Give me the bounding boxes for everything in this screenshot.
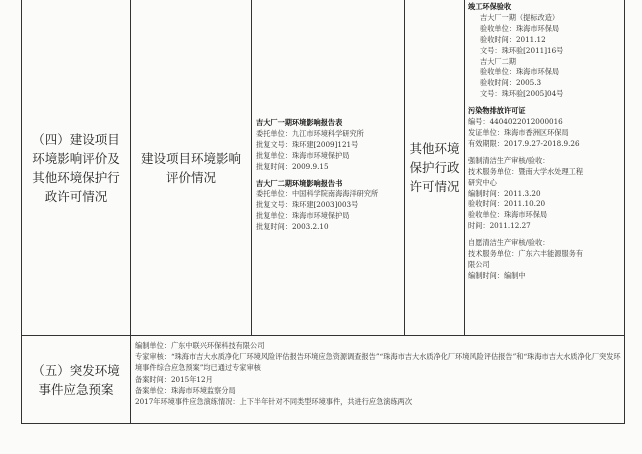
table-divider xyxy=(130,335,131,423)
clean-prod-line: 验收单位：珠海市环保局 xyxy=(468,210,548,220)
eia-1-line: 委托单位：九江市环境科学研究所 xyxy=(256,128,364,138)
eia-2-line: 批复单位：珠海市环境保护局 xyxy=(256,211,350,221)
section4-heading xyxy=(22,0,130,335)
clean-prod-line: 验收时间：2011.10.20 xyxy=(468,199,546,209)
clean-prod-line: 强制清洁生产审核/验收： xyxy=(468,155,550,165)
emergency-line: 2017年环境事件应急演练情况：上下半年针对不同类型环境事件，共进行应急演练两次 xyxy=(135,397,413,407)
clean-prod-line: 研究中心 xyxy=(468,177,497,187)
other-permits-label xyxy=(405,0,464,335)
info-table xyxy=(21,0,625,424)
permit-line: 编号：4404022012000016 xyxy=(468,117,563,127)
clean-prod-line: 时间：2011.12.27 xyxy=(468,221,531,231)
voluntary-line: 限公司 xyxy=(468,259,490,269)
table-divider xyxy=(464,0,465,335)
other-permits-label-text: 其他环境保护行政许可情况 xyxy=(409,141,460,194)
emergency-plan-details xyxy=(135,340,621,407)
page-bottom-margin xyxy=(0,425,642,454)
acceptance-line: 文号：珠环验[2011]16号 xyxy=(480,45,564,55)
clean-prod-line: 编制时间：2011.3.20 xyxy=(468,188,541,198)
acceptance-line: 验收单位：珠海市环保局 xyxy=(480,23,560,33)
section5-heading-text: （五）突发环境事件应急预案 xyxy=(32,363,120,397)
emergency-line: 专家审核：“珠海市吉大水质净化厂环境风险评估报告环境应急资源调查报告”“珠海市吉大水质净化厂环境风险评估报告”和“珠海市吉大水质净化厂突发环境事件综合应急预案”均已通过专家审核 xyxy=(135,352,621,373)
permit-line: 有效期限：2017.9.27-2018.9.26 xyxy=(468,138,580,148)
permit-line: 发证单位：珠海市香洲区环保局 xyxy=(468,127,569,137)
acceptance-group-name: 吉大厂一期（提标改造） xyxy=(480,12,560,22)
voluntary-line: 自愿清洁生产审核/验收： xyxy=(468,238,550,248)
emergency-line: 编制单位：广东中联兴环保科技有限公司 xyxy=(135,341,265,350)
clean-prod-line: 技术服务单位：暨南大学水处理工程 xyxy=(468,166,584,176)
eia-2-line: 批复时间：2003.2.10 xyxy=(256,222,329,232)
eia-2-title: 吉大厂二期环境影响报告书 xyxy=(256,178,343,188)
eia-1-line: 批复单位：珠海市环境保护局 xyxy=(256,150,350,160)
acceptance-line: 验收时间：2005.3 xyxy=(480,78,542,88)
section5-heading xyxy=(22,336,130,424)
voluntary-line: 编制时间：编制中 xyxy=(468,270,526,280)
acceptance-line: 验收时间：2011.12 xyxy=(480,34,546,44)
permits-details xyxy=(468,2,624,282)
acceptance-line: 验收单位：珠海市环保局 xyxy=(480,67,560,77)
acceptance-line: 文号：珠环验[2005]04号 xyxy=(480,89,564,99)
eia-2-line: 批复文号：珠环建[2003]003号 xyxy=(256,200,359,210)
eia-1-title: 吉大厂一期环境影响报告表 xyxy=(256,118,343,127)
eia-details xyxy=(256,118,402,233)
voluntary-line: 技术服务单位：广东六丰能源服务有 xyxy=(468,249,584,259)
eia-1-line: 批复时间：2009.9.15 xyxy=(256,161,329,171)
permit-title: 污染物排放许可证 xyxy=(468,106,526,116)
emergency-line: 备案时间：2015年12月 xyxy=(135,374,213,384)
eia-label-text: 建设项目环境影响评价情况 xyxy=(141,150,242,185)
eia-label xyxy=(131,0,251,335)
emergency-line: 备案单位：珠海市环境监察分局 xyxy=(135,385,236,395)
acceptance-group-name: 吉大厂二期 xyxy=(480,56,516,66)
eia-1-line: 批复文号：珠环建[2009]121号 xyxy=(256,139,359,149)
table-divider xyxy=(251,0,252,335)
section4-heading-text: （四）建设项目环境影响评价及其他环境保护行政许可情况 xyxy=(32,131,120,204)
acceptance-title: 竣工环保验收 xyxy=(468,2,512,11)
eia-2-line: 委托单位：中国科学院南海海洋研究所 xyxy=(256,189,379,199)
